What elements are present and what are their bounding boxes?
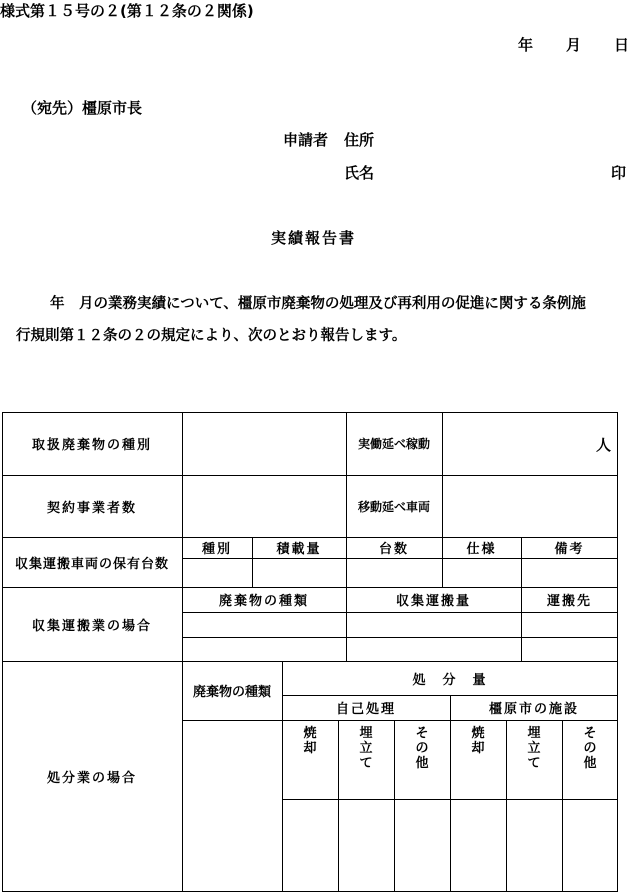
- collection-col-amount: 収集運搬量: [395, 594, 471, 609]
- vehicle-col-remarks: 備考: [554, 542, 585, 557]
- body-text-line-1: 年 月の業務実績について、橿原市廃棄物の処理及び再利用の促進に関する条例施: [50, 296, 586, 312]
- col-divider: [442, 412, 443, 537]
- vehicle-col-count: 台数: [378, 542, 409, 557]
- self-processing-header: 自己処理: [335, 702, 396, 717]
- disposal-label: 処分業の場合: [46, 771, 137, 786]
- seal-mark: 印: [611, 164, 627, 182]
- collection-col-destination: 運搬先: [546, 594, 592, 609]
- method-incineration-city: 焼却: [471, 726, 485, 756]
- col-divider: [394, 720, 395, 892]
- method-other-city: その他: [583, 726, 597, 771]
- vehicle-col-capacity: 積載量: [276, 542, 322, 557]
- disposal-waste-type: 廃棄物の種類: [192, 685, 271, 700]
- col-divider: [562, 720, 563, 892]
- row-divider: [182, 558, 618, 559]
- date-year: 年: [518, 36, 534, 54]
- contractors-label: 契約事業者数: [46, 500, 137, 516]
- row-divider: [182, 637, 618, 638]
- body-text-line-2: 行規則第１２条の２の規定により、次のとおり報告します。: [16, 328, 407, 344]
- date-month: 月: [566, 36, 582, 54]
- row-divider: [182, 720, 618, 721]
- vehicle-col-type: 種別: [201, 542, 232, 557]
- document-title: 実績報告書: [271, 229, 357, 247]
- col-divider: [450, 695, 451, 892]
- workers-unit: 人: [596, 436, 612, 454]
- vehicles-label: 移動延べ車両: [357, 499, 430, 514]
- vehicle-col-spec: 仕様: [466, 542, 497, 557]
- collection-label: 収集運搬業の場合: [31, 618, 152, 634]
- vehicle-count-label: 収集運搬車両の保有台数: [14, 556, 169, 572]
- form-number: 様式第１５号の２(第１２条の２関係): [0, 2, 254, 20]
- method-other-self: その他: [415, 726, 429, 771]
- applicant-label: 申請者: [283, 131, 329, 149]
- name-label: 氏名: [344, 164, 375, 182]
- method-incineration-self: 焼却: [303, 726, 317, 756]
- collection-col-waste-type: 廃棄物の種類: [218, 594, 309, 609]
- addressee: （宛先）橿原市長: [22, 99, 143, 117]
- waste-type-label: 取扱廃棄物の種別: [31, 438, 152, 453]
- col-divider: [182, 412, 183, 892]
- address-label: 住所: [344, 131, 375, 149]
- col-divider: [338, 720, 339, 892]
- date-day: 日: [614, 36, 630, 54]
- method-landfill-city: 埋立て: [527, 726, 541, 771]
- city-facility-header: 橿原市の施設: [488, 702, 579, 717]
- workers-label: 実働延べ稼動: [357, 437, 430, 451]
- method-landfill-self: 埋立て: [359, 726, 373, 771]
- col-divider: [506, 720, 507, 892]
- disposal-amount-header: 処 分 量: [412, 672, 488, 688]
- row-divider: [182, 612, 618, 613]
